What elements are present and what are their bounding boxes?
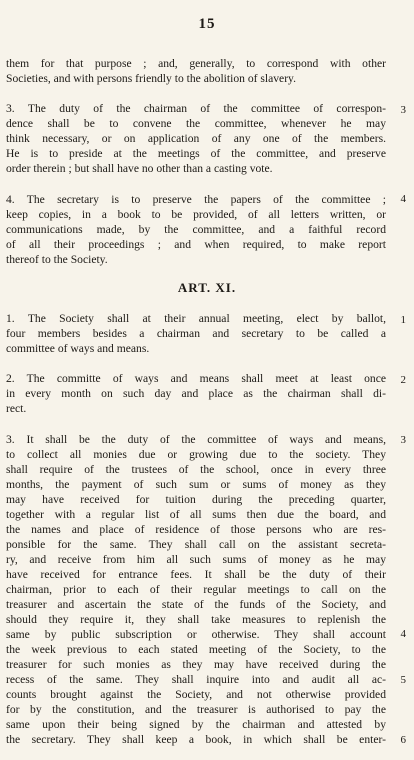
text-line: together with a regular list of all sums then due the board, and (6, 508, 386, 521)
text-line: treasurer for such monies as they may have received during the (6, 658, 386, 671)
text-line: 4. The secretary is to preserve the papers of the committee ; (6, 193, 386, 206)
text-line: 3. The duty of the chairman of the committee of correspon- (6, 102, 386, 115)
text-line: keep copies, in a book to be provided, of all letters written, or (6, 208, 386, 221)
text-line: of all their proceedings ; and when required, to make report (6, 238, 386, 251)
page-number: 15 (198, 16, 216, 32)
text-line: order therein ; but shall have no other than a casting vote. (6, 162, 273, 175)
text-line: dence shall be to convene the committee, whenever he may (6, 117, 386, 130)
text-line: think necessary, or on application of any one of the members. (6, 132, 386, 145)
text-line: He is to preside at the meetings of the committee, and preserve (6, 147, 386, 160)
text-line: counts brought against the Society, and not otherwise provided (6, 688, 386, 701)
text-line: ponsible for the same. They shall call on the assistant secreta- (6, 538, 386, 551)
margin-number: 1 (400, 314, 406, 326)
text-line: may have received for tuition during the preceding quarter, (6, 493, 386, 506)
margin-number: 6 (400, 734, 406, 746)
text-line: the names and place of residence of those persons who are res- (6, 523, 386, 536)
text-line: the week previous to each stated meeting of the Society, to the (6, 643, 386, 656)
text-line: 2. The committe of ways and means shall meet at least once (6, 372, 386, 385)
margin-number: 4 (400, 193, 406, 205)
margin-number: 5 (400, 674, 406, 686)
text-line: thereof to the Society. (6, 253, 108, 266)
text-line: 1. The Society shall at their annual meeting, elect by ballot, (6, 312, 386, 325)
text-line: four members besides a chairman and secretary to be called a (6, 327, 386, 340)
text-line: for by the constitution, and the treasurer is authorised to pay the (6, 703, 386, 716)
text-line: rect. (6, 402, 27, 415)
text-line: communications made, by the committee, and a faithful record (6, 223, 386, 236)
margin-number: 2 (400, 374, 406, 386)
margin-number: 3 (400, 104, 406, 116)
text-line: recess of the same. They shall inquire into and audit all ac- (6, 673, 386, 686)
text-line: shall require of the trustees of the school, once in every three (6, 463, 386, 476)
text-line: in every month on such day and place as the chairman shall di- (6, 387, 386, 400)
text-line: Societies, and with persons friendly to the abolition of slavery. (6, 72, 296, 85)
text-line: same by public subscription or otherwise. They shall account (6, 628, 386, 641)
text-line: to collect all monies due or growing due to the society. They (6, 448, 386, 461)
text-line: have received for entrance fees. It shall be the duty of their (6, 568, 386, 581)
text-line: them for that purpose ; and, generally, to correspond with other (6, 57, 386, 70)
text-line: ry, and receive from him all such sums of money as he may (6, 553, 386, 566)
text-line: same upon their being signed by the chairman and attested by (6, 718, 386, 731)
text-line: months, the payment of such sum or sums of money as they (6, 478, 386, 491)
text-line: 3. It shall be the duty of the committee of ways and means, (6, 433, 386, 446)
text-line: committee of ways and means. (6, 342, 150, 355)
text-line: the secretary. They shall keep a book, in which shall be enter- (6, 733, 386, 746)
margin-number: 4 (400, 628, 406, 640)
article-heading: ART. XI. (177, 280, 237, 295)
margin-number: 3 (400, 434, 406, 446)
text-line: treasurer and ascertain the state of the funds of the Society, and (6, 598, 386, 611)
text-line: should they require it, they shall take measures to replenish the (6, 613, 386, 626)
text-line: chairman, prior to each of their regular meetings to call on the (6, 583, 386, 596)
